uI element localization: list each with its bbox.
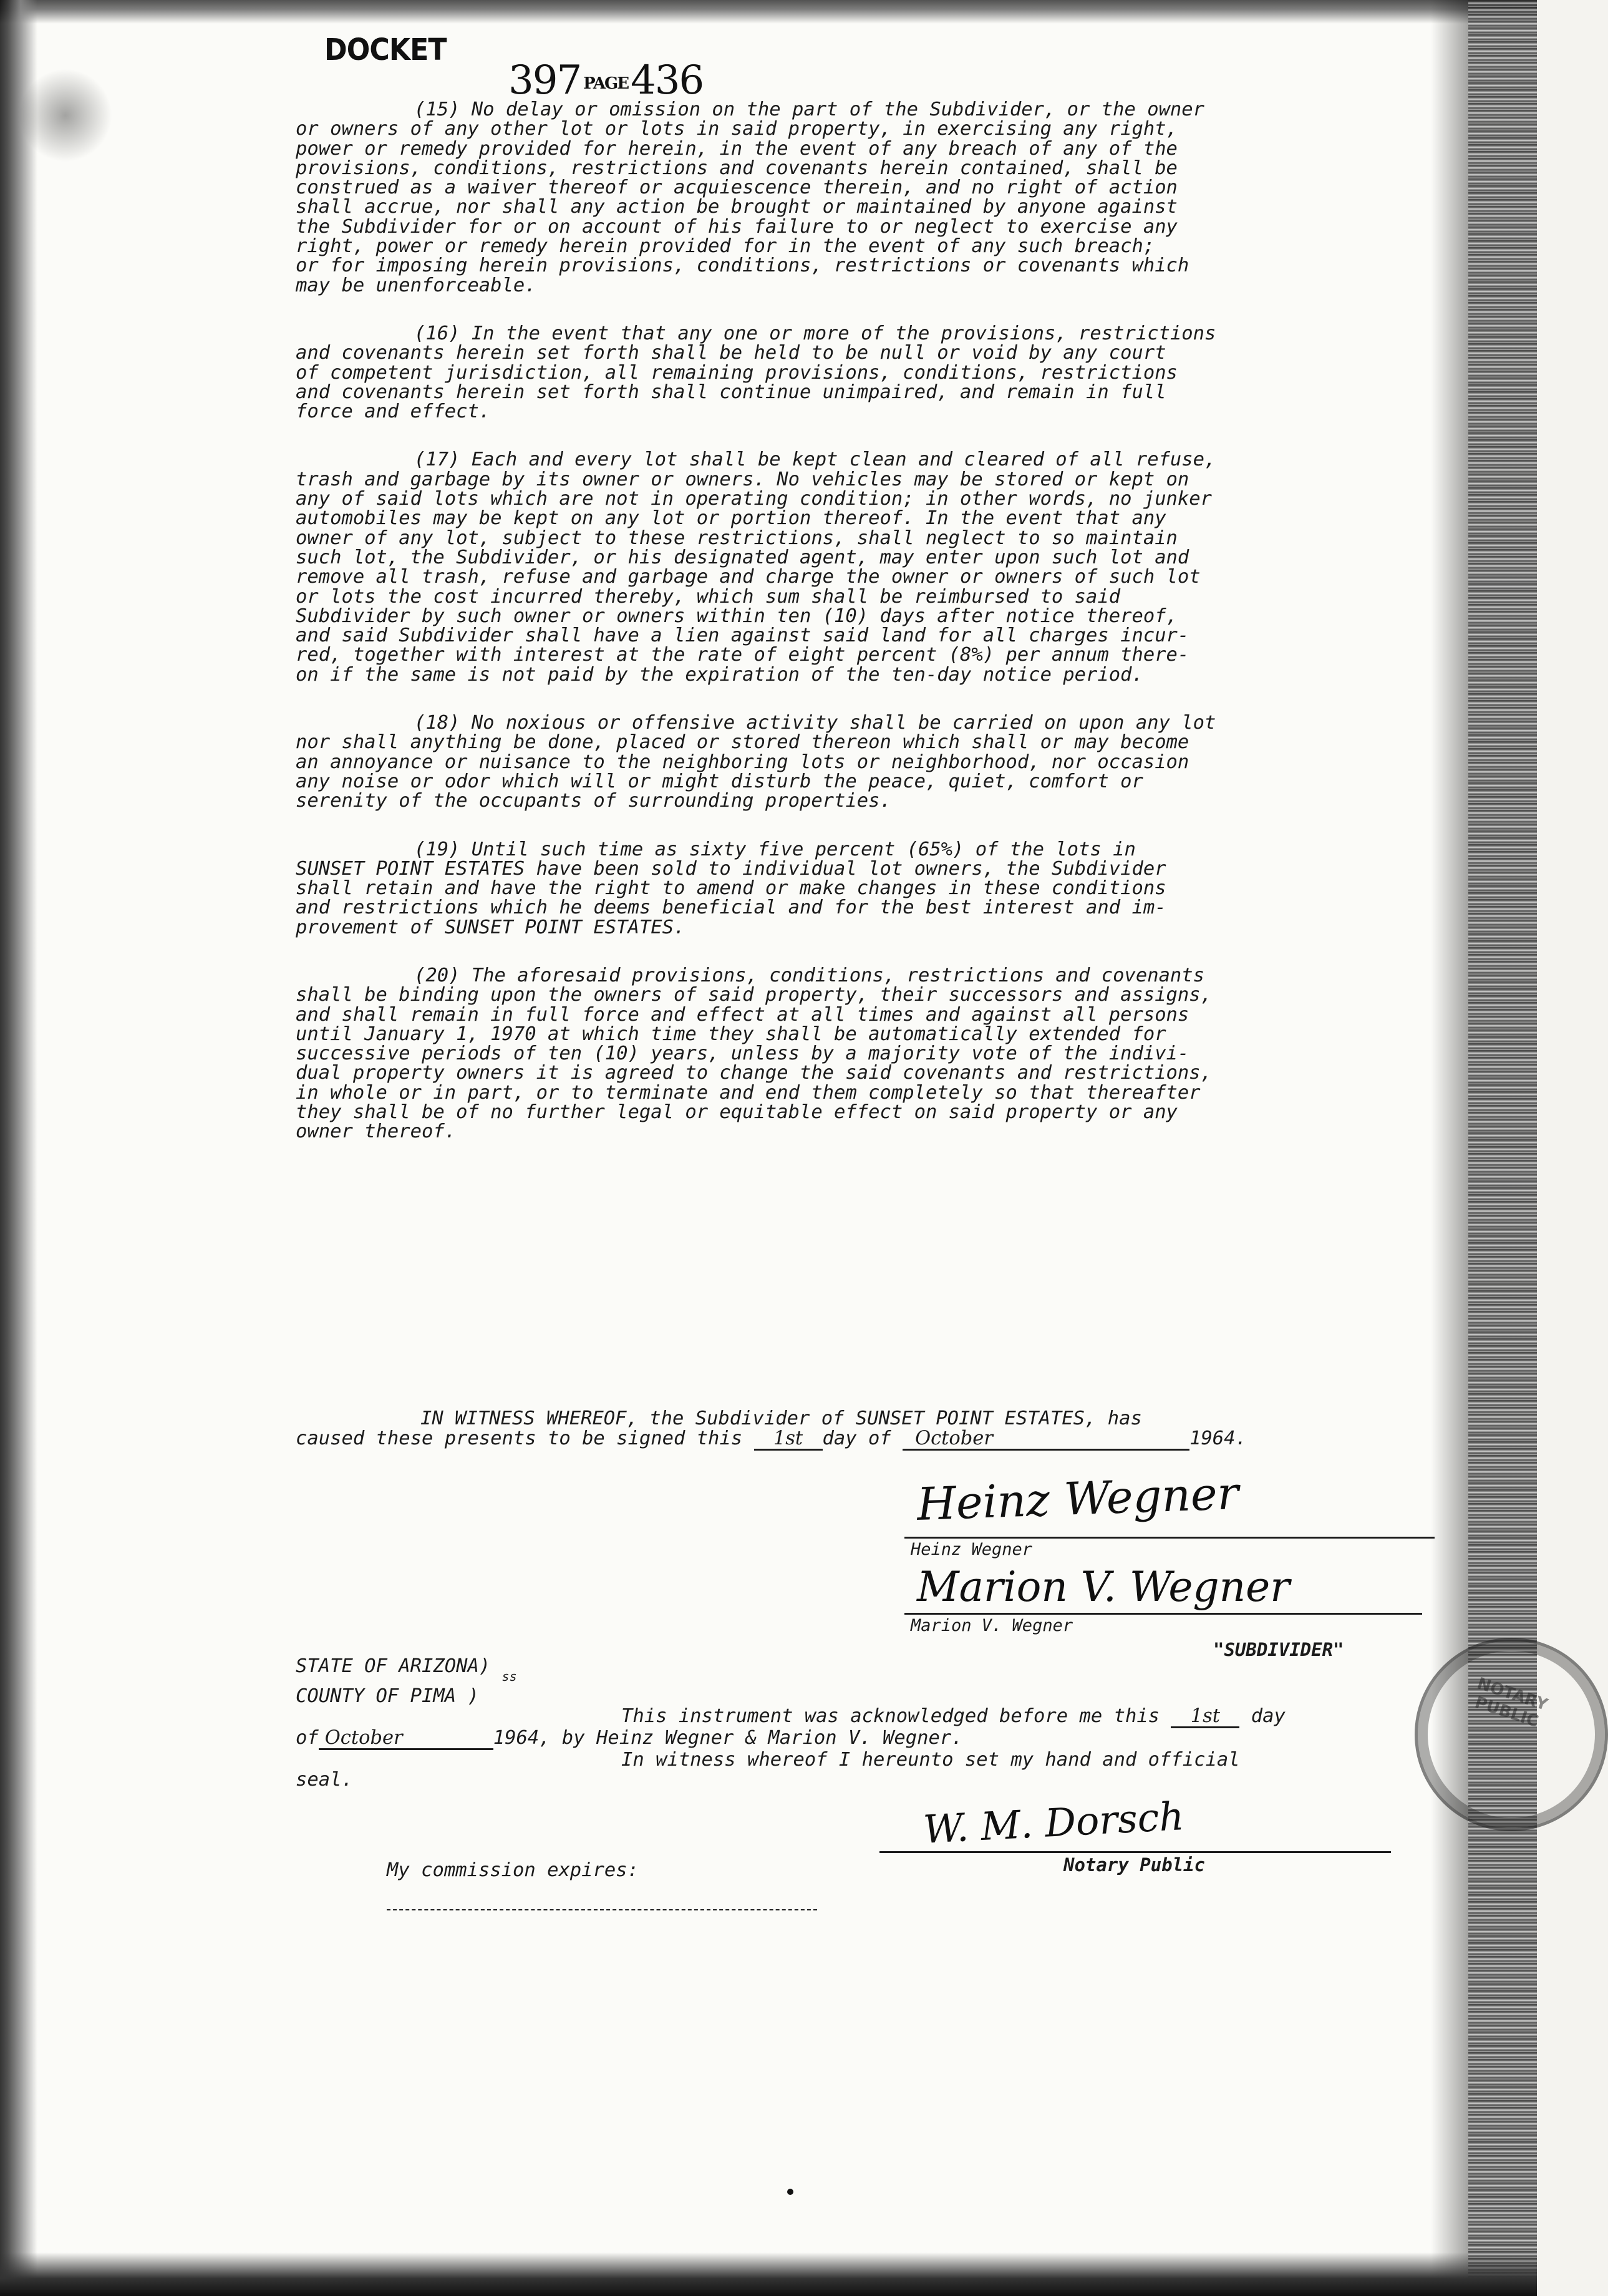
- page-label: PAGE: [583, 74, 629, 93]
- signature-line-1: [904, 1537, 1435, 1539]
- commission-expires: My commission expires:: [387, 1859, 639, 1881]
- county-line: COUNTY OF PIMA ): [296, 1685, 479, 1707]
- acknowledgment-line-1: This instrument was acknowledged before me this 1st day: [621, 1705, 1286, 1727]
- signature-heinz-wegner: Heinz Wegner: [916, 1467, 1240, 1530]
- official-seal-line: In witness whereof I hereunto set my hand and official: [621, 1749, 1240, 1771]
- notary-seal-stamp: [1415, 1638, 1608, 1831]
- witness-clause: [296, 1409, 1475, 1451]
- witness-day-handwritten: 1st: [754, 1429, 823, 1451]
- notary-signature: W. M. Dorsch: [922, 1793, 1185, 1852]
- subdivider-label: "SUBDIVIDER": [1213, 1639, 1344, 1660]
- notary-seal-text: NOTARY PUBLIC: [1472, 1674, 1550, 1731]
- scan-edge-bottom: [0, 2252, 1537, 2296]
- witness-line-1: IN WITNESS WHEREOF, the Subdivider of SUNSET POINT ESTATES, has: [420, 1408, 1142, 1429]
- state-line: STATE OF ARIZONA) $_{ss}$: [296, 1655, 517, 1684]
- docket-stamp: DOCKET: [324, 32, 447, 67]
- book-page-stamp: [508, 57, 703, 104]
- scan-smudge: [19, 69, 112, 162]
- seal-word: seal.: [296, 1769, 353, 1791]
- paragraph-18: (18) No noxious or offensive activity shall be carried on upon any lot nor shall anything be done, placed or stored thereon which shall or may become an annoyance or nuisance to the neighboring lots or neighborhood, nor occasion any noise or odor which will or might disturb the peace, quiet, comfort or serenity of the occupants of surrounding properties.: [296, 712, 1216, 812]
- book-number: 397: [508, 57, 581, 104]
- commission-block: [387, 1861, 886, 1880]
- paragraph-15: (15) No delay or omission on the part of the Subdivider, or the owner or owners of any other lot or lots in said property, in exercising any right, power or remedy provided for herein, in the event of any breach of any of the provisions, conditions, restrictions and covenants herein contained, shall be construed as a waiver thereof or acquiescence therein, and no right of action shall accrue, nor shall any action be brought or maintained by anyone against the Subdivider for or on account of his failure to or neglect to exercise any right, power or remedy herein provided for in the event of any such breach; or for imposing herein provisions, conditions, restrictions or covenants which may be unenforceable.: [296, 99, 1205, 296]
- signer-name-2: Marion V. Wegner: [911, 1616, 1073, 1635]
- commission-line: [387, 1909, 817, 1910]
- ack-day-handwritten: 1st: [1171, 1706, 1239, 1728]
- ack-month-handwritten: October: [319, 1728, 493, 1750]
- scan-edge-right: [1468, 0, 1537, 2296]
- page-speck: [787, 2189, 793, 2195]
- witness-line-2: caused these presents to be signed this 1st day of October 1964.: [296, 1428, 1247, 1449]
- signature-line-2: [904, 1613, 1422, 1615]
- paragraph-16: (16) In the event that any one or more of the provisions, restrictions and covenants herein set forth shall be held to be null or void by any court of competent jurisdiction, all remaining provisions, conditions, restrictions and covenants herein set forth shall continue unimpaired, and remain in full force and effect.: [296, 322, 1216, 423]
- notary-signature-line: [879, 1851, 1391, 1853]
- paragraph-20: (20) The aforesaid provisions, conditions, restrictions and covenants shall be binding upon the owners of said property, their successors and assigns, and shall remain in full force and effect at all times and against all persons until January 1, 1970 at which time they shall be automatically extended for successive periods of ten (10) years, unless by a majority vote of the indivi- dual property owners it is agreed to change the said covenants and restrictions, in whole or in part, or to terminate and end them completely so that thereafter they shall be of no further legal or equitable effect on said property or any owner thereof.: [296, 964, 1213, 1143]
- signature-marion-wegner: Marion V. Wegner: [917, 1563, 1290, 1611]
- paragraph-17: (17) Each and every lot shall be kept clean and cleared of all refuse, trash and garbage by its owner or owners. No vehicles may be stored or kept on any of said lots which are not in operating condition; in other words, no junker automobiles may be kept on any lot or portion thereof. In the event that any owner of any lot, subject to these restrictions, shall neglect to so maintain such lot, the Subdivider, or his designated agent, may enter upon such lot and remove all trash, refuse and garbage and charge the owner or owners of such lot or lots the cost incurred thereby, which sum shall be reimbursed to said Subdivider by such owner or owners within ten (10) days after notice thereof, and said Subdivider shall have a lien against said land for all charges incur- red, together with interest at the rate of eight percent (8%) per annum there- on if the same is not paid by the expiration of the ten-day notice period.: [296, 449, 1216, 686]
- paragraph-19: (19) Until such time as sixty five percent (65%) of the lots in SUNSET POINT ESTATES have been sold to individual lot owners, the Subdivider shall retain and have the right to amend or make changes in these conditions and restrictions which he deems beneficial and for the best interest and im- provement of SUNSET POINT ESTATES.: [296, 838, 1166, 938]
- page-number: 436: [631, 57, 704, 104]
- notary-public-label: Notary Public: [1063, 1854, 1205, 1875]
- acknowledgment-line-2: of October 1964, by Heinz Wegner & Marion V. Wegner.: [296, 1727, 963, 1749]
- scan-edge-left: [0, 0, 37, 2296]
- scan-edge-top: [0, 0, 1537, 24]
- notary-block: [296, 1656, 1475, 1790]
- witness-month-handwritten: October: [903, 1429, 1189, 1451]
- covenants-body: [296, 100, 1475, 1142]
- signer-name-1: Heinz Wegner: [911, 1540, 1033, 1559]
